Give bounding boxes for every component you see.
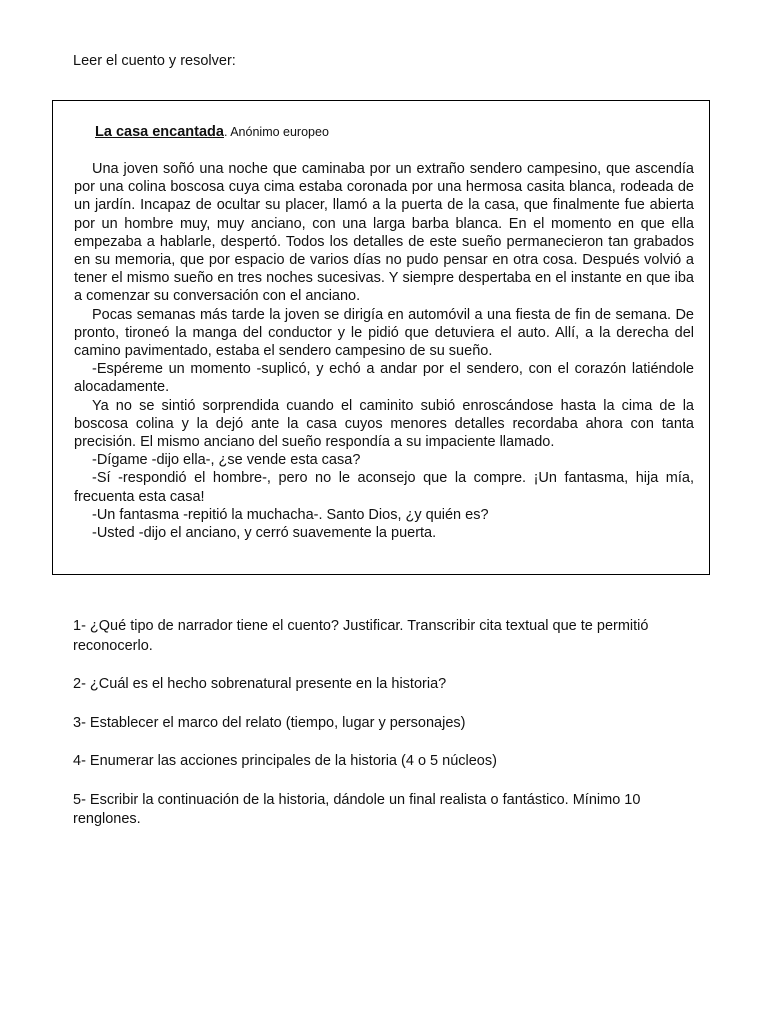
questions-list: [73, 617, 703, 849]
story-author: . Anónimo europeo: [223, 125, 329, 139]
story-box: [52, 100, 710, 575]
story-paragraph: -Espéreme un momento -suplicó, y echó a andar por el sendero, con el corazón latiéndole alocadamente.: [74, 361, 694, 396]
question-3: 3- Establecer el marco del relato (tiempo, lugar y personajes): [73, 714, 466, 731]
question-2: 2- ¿Cuál es el hecho sobrenatural presente en la historia?: [73, 676, 447, 692]
story-paragraph: Ya no se sintió sorprendida cuando el caminito subió enroscándose hasta la cima de la boscosa colina y la dejó ante la casa cuyos menores detalles recordaba ahora con tanta precisión. El mismo anciano del sueño respondía a su impaciente llamado.: [74, 397, 694, 451]
story-title: La casa encantada: [95, 124, 224, 140]
question-5: 5- Escribir la continuación de la historia, dándole un final realista o fantástico. Mínimo 10 renglones.: [73, 791, 641, 827]
story-paragraph: -Sí -respondió el hombre-, pero no le aconsejo que la compre. ¡Un fantasma, hija mía, frecuenta esta casa!: [74, 470, 694, 505]
question-1: 1- ¿Qué tipo de narrador tiene el cuento? Justificar. Transcribir cita textual que te permitió reconocerlo.: [73, 618, 649, 654]
story-header: [95, 123, 329, 141]
story-paragraph: -Usted -dijo el anciano, y cerró suavemente la puerta.: [92, 525, 437, 542]
story-body: [74, 160, 694, 542]
story-paragraph: -Dígame -dijo ella-, ¿se vende esta casa?: [92, 452, 361, 469]
story-paragraph: -Un fantasma -repitió la muchacha-. Santo Dios, ¿y quién es?: [92, 506, 489, 523]
story-paragraph: Pocas semanas más tarde la joven se dirigía en automóvil a una fiesta de fin de semana. De pronto, tironeó la manga del conductor y le pidió que detuviera el auto. Allí, a la derecha del camino pavimentado, estaba el sendero campesino de su sueño.: [74, 306, 694, 360]
instructions-heading: Leer el cuento y resolver:: [73, 53, 236, 69]
story-paragraph: Una joven soñó una noche que caminaba por un extraño sendero campesino, que ascendía por una colina boscosa cuya cima estaba coronada por una hermosa casita blanca, rodeada de un jardín. Incapaz de ocultar su placer, llamó a la puerta de la casa, que finalmente fue abierta por un hombre muy, muy anciano, con una larga barba blanca. En el momento en que ella empezaba a hablarle, despertó. Todos los detalles de este sueño permanecieron tan grabados en su memoria, que por espacio de varios días no pudo pensar en otra cosa. Después volvió a tener el mismo sueño en tres noches sucesivas. Y siempre despertaba en el instante en que iba a comenzar su conversación con el anciano.: [74, 161, 694, 305]
question-4: 4- Enumerar las acciones principales de la historia (4 o 5 núcleos): [73, 753, 497, 769]
